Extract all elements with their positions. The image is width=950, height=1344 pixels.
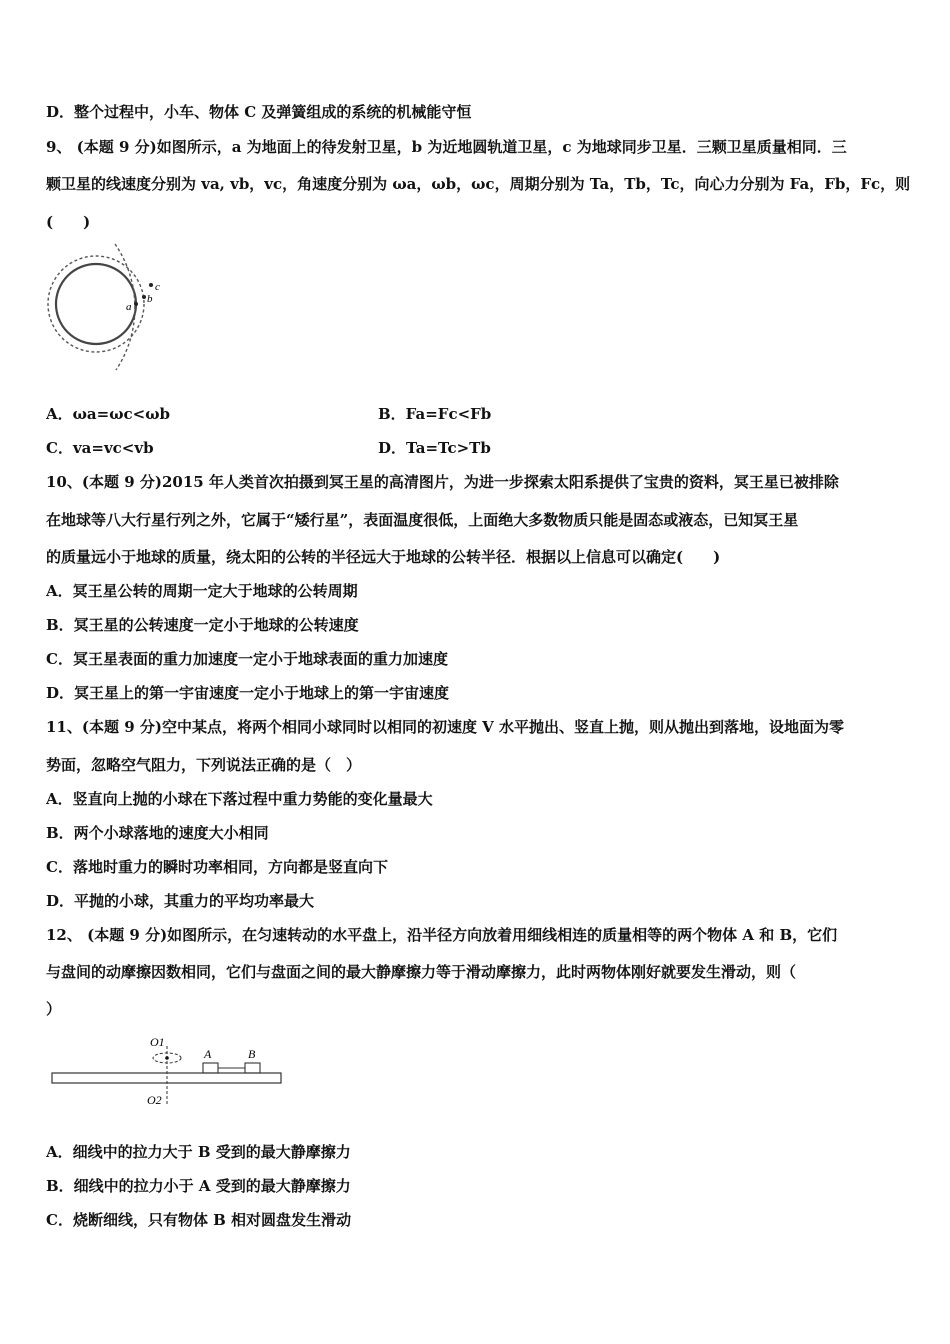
q9-paren: ( )	[46, 213, 91, 231]
satellite-orbit-figure	[40, 240, 170, 376]
q11-option-d: D．平抛的小球，其重力的平均功率最大	[46, 892, 315, 910]
q12-option-b: B．细线中的拉力小于 A 受到的最大静摩擦力	[46, 1177, 351, 1195]
q11-stem-line-1: 11、(本题 9 分)空中某点，将两个相同小球同时以相同的初速度 V 水平抛出、竖直上抛，则从抛出到落地，设地面为零	[46, 718, 845, 736]
q9-stem-line-1: 9、 (本题 9 分)如图所示，a 为地面上的待发射卫星，b 为近地圆轨道卫星，c 为地球同步卫星．三颗卫星质量相同．三	[46, 138, 847, 156]
axis-dot	[165, 1056, 169, 1060]
q9-option-c: C．va=vc<vb	[46, 439, 154, 457]
q10-stem-line-1: 10、(本题 9 分)2015 年人类首次拍摄到冥王星的高清图片，为进一步探索太阳系提供了宝贵的资料，冥王星已被排除	[46, 473, 839, 491]
label-a: a	[126, 301, 132, 313]
q11-option-b: B．两个小球落地的速度大小相同	[46, 824, 269, 842]
label-block-a: A	[204, 1047, 212, 1061]
q12-option-a: A．细线中的拉力大于 B 受到的最大静摩擦力	[46, 1143, 351, 1161]
q11-option-c: C．落地时重力的瞬时功率相同，方向都是竖直向下	[46, 858, 388, 876]
q9-option-b: B．Fa=Fc<Fb	[378, 405, 492, 423]
rotating-disk-figure	[46, 1032, 291, 1110]
q12-stem-line-3: ）	[46, 1000, 62, 1018]
satellite-a-dot	[134, 302, 138, 306]
q9-option-d: D．Ta=Tc>Tb	[378, 439, 491, 457]
geosync-orbit-arc	[115, 244, 135, 370]
q9-option-a: A．ωa=ωc<ωb	[46, 405, 170, 423]
q12-stem-line-1: 12、 (本题 9 分)如图所示，在匀速转动的水平盘上，沿半径方向放着用细线相连的质量相等的两个物体 A 和 B，它们	[46, 926, 838, 944]
label-c: c	[155, 281, 160, 293]
q11-option-a: A．竖直向上抛的小球在下落过程中重力势能的变化量最大	[46, 790, 433, 808]
label-o2: O2	[147, 1093, 162, 1107]
satellite-b-dot	[142, 295, 146, 299]
q10-option-a: A．冥王星公转的周期一定大于地球的公转周期	[46, 582, 358, 600]
label-block-b: B	[248, 1047, 256, 1061]
q10-option-d: D．冥王星上的第一宇宙速度一定小于地球上的第一宇宙速度	[46, 684, 450, 702]
label-o1: O1	[150, 1035, 165, 1049]
block-a	[203, 1063, 218, 1073]
q10-stem-line-3: 的质量远小于地球的质量，绕太阳的公转的半径远大于地球的公转半径．根据以上信息可以确定( )	[46, 548, 721, 566]
q10-option-b: B．冥王星的公转速度一定小于地球的公转速度	[46, 616, 359, 634]
label-b: b	[147, 293, 153, 305]
block-b	[245, 1063, 260, 1073]
q12-stem-line-2: 与盘间的动摩擦因数相同，它们与盘面之间的最大静摩擦力等于滑动摩擦力，此时两物体刚好就要发生滑动，则（	[46, 963, 797, 981]
q8-option-d: D．整个过程中，小车、物体 C 及弹簧组成的系统的机械能守恒	[46, 103, 472, 121]
q12-option-c: C．烧断细线，只有物体 B 相对圆盘发生滑动	[46, 1211, 352, 1229]
q10-option-c: C．冥王星表面的重力加速度一定小于地球表面的重力加速度	[46, 650, 448, 668]
q11-stem-line-2: 势面，忽略空气阻力，下列说法正确的是（ ）	[46, 756, 362, 774]
q10-stem-line-2: 在地球等八大行星行列之外，它属于“矮行星”，表面温度很低，上面绝大多数物质只能是固态或液态，已知冥王星	[46, 511, 799, 529]
satellite-c-dot	[149, 283, 153, 287]
q9-stem-line-2: 颗卫星的线速度分别为 va, vb，vc，角速度分别为 ωa，ωb，ωc，周期分别为 Ta，Tb，Tc，向心力分别为 Fa，Fb，Fc，则	[46, 175, 911, 193]
earth-circle	[56, 264, 136, 344]
